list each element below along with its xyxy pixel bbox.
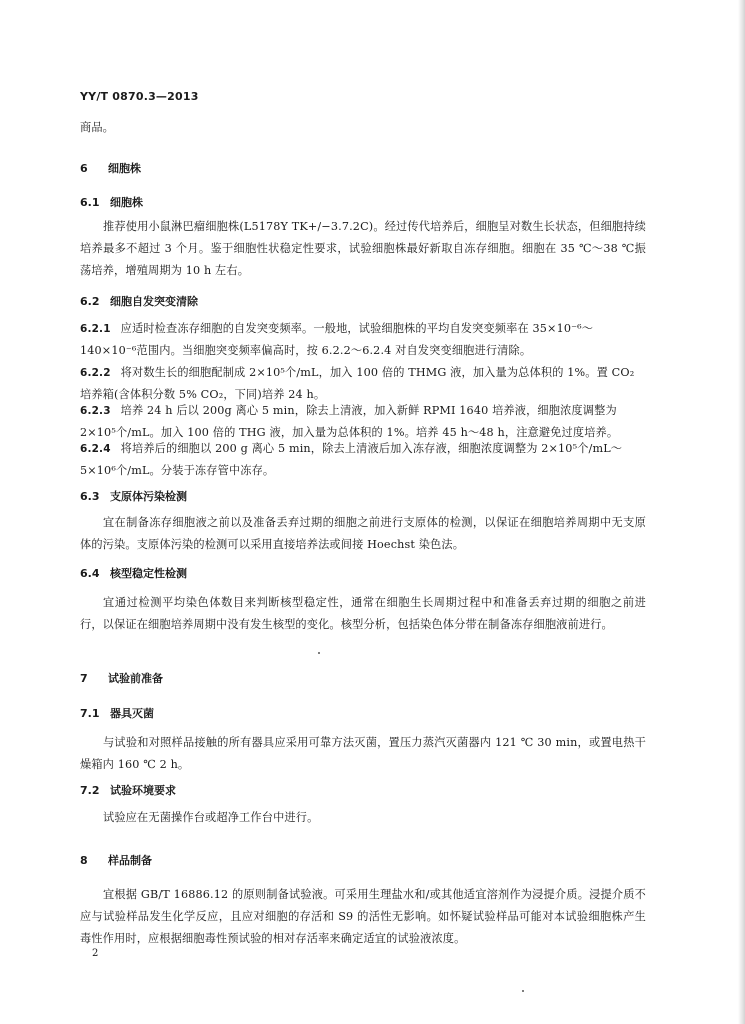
section-number: 6.1 <box>80 196 100 209</box>
section-number: 6 <box>80 162 88 175</box>
clause-number: 6.2.3 <box>80 405 111 417</box>
section-6-4-text: 宜通过检测平均染色体数目来判断核型稳定性，通常在细胞生长周期过程中和准备丢弃过期的细胞之前进行，以保证在细胞培养周期中没有发生核型的变化。核型分析，包括染色体分带在制备冻存细胞液前进行。 <box>80 596 646 631</box>
page-number: 2 <box>92 948 99 959</box>
section-8-heading <box>80 852 152 868</box>
section-6-1-heading <box>80 194 143 210</box>
section-8-text: 宜根据 GB/T 16886.12 的原则制备试验液。可采用生理盐水和/或其他适宜溶剂作为浸提介质。浸提介质不应与试验样品发生化学反应，且应对细胞的存活和 S9 的活性无影响。如怀疑试验样品可能对本试验细胞株产生毒性作用时，应根据细胞毒性预试验的相对存活率来确定适宜的试验液浓度。 <box>80 888 646 945</box>
clause-number: 6.2.2 <box>80 367 111 379</box>
section-number: 7.2 <box>80 784 100 797</box>
section-7-1-text: 与试验和对照样品接触的所有器具应采用可靠方法灭菌，置压力蒸汽灭菌器内 121 ℃ 30 min，或置电热干燥箱内 160 ℃ 2 h。 <box>80 736 646 771</box>
section-number: 8 <box>80 854 88 867</box>
section-number: 6.2 <box>80 295 100 308</box>
clause-6-2-4 <box>80 438 646 482</box>
section-6-3-text: 宜在制备冻存细胞液之前以及准备丢弃过期的细胞之前进行支原体的检测，以保证在细胞培养周期中无支原体的污染。支原体污染的检测可以采用直接培养法或间接 Hoechst 染色法。 <box>80 516 646 551</box>
section-title: 支原体污染检测 <box>110 490 187 503</box>
section-6-1-text: 推荐使用小鼠淋巴瘤细胞株(L5178Y TK+/−3.7.2C)。经过传代培养后，细胞呈对数生长状态，但细胞持续培养最多不超过 3 个月。鉴于细胞性状稳定性要求，试验细胞株最好新取自冻存细胞。细胞在 35 ℃～38 ℃振荡培养，增殖周期为 10 h 左右。 <box>80 220 646 277</box>
section-title: 核型稳定性检测 <box>110 567 187 580</box>
section-6-4-heading <box>80 565 187 581</box>
clause-number: 6.2.4 <box>80 443 111 455</box>
section-number: 7 <box>80 672 88 685</box>
section-title: 样品制备 <box>108 854 152 867</box>
section-6-3-heading <box>80 488 187 504</box>
section-7-2-heading <box>80 782 176 798</box>
section-number: 6.3 <box>80 490 100 503</box>
section-7-2-text: 试验应在无菌操作台或超净工作台中进行。 <box>103 811 319 824</box>
standard-number: YY/T 0870.3—2013 <box>80 90 199 103</box>
section-title: 试验环境要求 <box>110 784 176 797</box>
clause-text: 应适时检查冻存细胞的自发突变频率。一般地，试验细胞株的平均自发突变频率在 35×10⁻⁶～140×10⁻⁶范围内。当细胞突变频率偏高时，按 6.2.2～6.2.4 对自发突变细胞进行清除。 <box>80 322 594 357</box>
scan-speck <box>318 652 320 654</box>
section-6-2-heading <box>80 293 198 309</box>
section-number: 6.4 <box>80 567 100 580</box>
section-title: 试验前准备 <box>108 672 163 685</box>
clause-text: 将对数生长的细胞配制成 2×10⁵个/mL，加入 100 倍的 THMG 液，加入量为总体积的 1%。置 CO₂ 培养箱(含体积分数 5% CO₂，下同)培养 24 h。 <box>80 366 635 401</box>
clause-text: 将培养后的细胞以 200 g 离心 5 min，除去上清液后加入冻存液，细胞浓度调整为 2×10⁵个/mL～5×10⁶个/mL。分装于冻存管中冻存。 <box>80 442 623 477</box>
clause-6-2-1 <box>80 318 646 362</box>
section-7-heading <box>80 670 163 686</box>
section-title: 细胞株 <box>110 196 143 209</box>
section-number: 7.1 <box>80 707 100 720</box>
continuation-text: 商品。 <box>80 121 115 134</box>
section-title: 细胞株 <box>108 162 141 175</box>
clause-text: 培养 24 h 后以 200g 离心 5 min，除去上清液，加入新鲜 RPMI 1640 培养液，细胞浓度调整为 2×10⁵个/mL。加入 100 倍的 THG 液，加入量为总体积的 1%。培养 45 h～48 h，注意避免过度培养。 <box>80 404 619 439</box>
section-title: 细胞自发突变清除 <box>110 295 198 308</box>
scan-speck <box>522 990 524 992</box>
section-7-1-heading <box>80 705 154 721</box>
page-edge-shadow <box>738 0 745 1024</box>
section-6-heading <box>80 160 141 176</box>
section-title: 器具灭菌 <box>110 707 154 720</box>
clause-number: 6.2.1 <box>80 323 111 335</box>
